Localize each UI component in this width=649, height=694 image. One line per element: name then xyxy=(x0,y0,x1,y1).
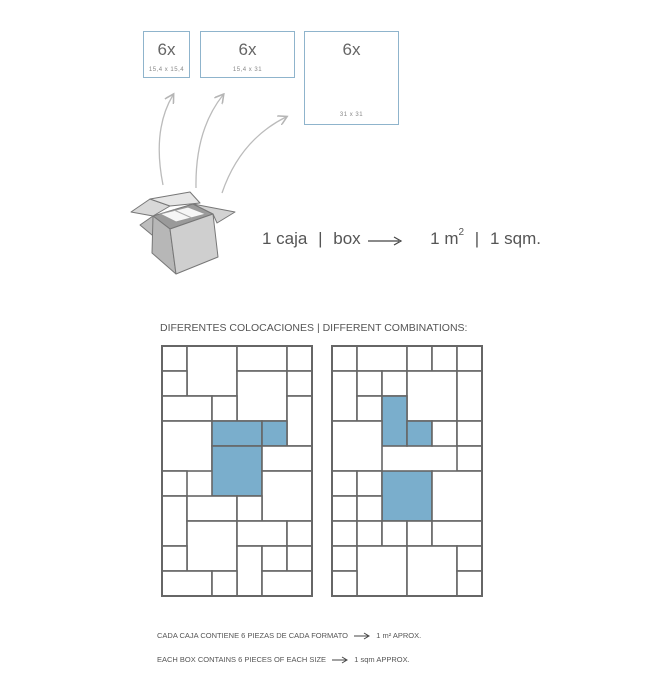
footnote-en-result: 1 sqm APPROX. xyxy=(354,655,410,664)
tile xyxy=(332,496,357,521)
tile xyxy=(187,346,237,396)
tile xyxy=(262,571,312,596)
tile xyxy=(407,346,432,371)
highlighted-tile xyxy=(212,421,262,446)
small-arrow-right-icon xyxy=(353,632,371,640)
footnote-en xyxy=(157,655,410,664)
tile xyxy=(407,546,457,596)
footnote-es xyxy=(157,631,421,640)
tile xyxy=(357,396,382,421)
tile xyxy=(332,346,357,371)
tile xyxy=(237,371,287,421)
tile xyxy=(287,346,312,371)
tile xyxy=(457,371,482,421)
tile xyxy=(332,371,357,421)
tile-size-label: 31 x 31 xyxy=(339,112,364,118)
tile xyxy=(457,446,482,471)
combinations-title: DIFERENTES COLOCACIONES | DIFFERENT COMBINATIONS: xyxy=(160,322,468,334)
tile xyxy=(332,521,357,546)
tile xyxy=(457,421,482,446)
tile xyxy=(162,396,212,421)
tile xyxy=(432,346,457,371)
tile xyxy=(357,471,382,496)
tile xyxy=(357,496,382,521)
tile xyxy=(432,421,457,446)
tile xyxy=(162,496,187,546)
tile xyxy=(187,521,237,571)
footnote-en-text: EACH BOX CONTAINS 6 PIECES OF EACH SIZE xyxy=(157,655,327,664)
tile xyxy=(237,521,287,546)
tile xyxy=(262,446,312,471)
tile xyxy=(287,546,312,571)
tile xyxy=(212,571,237,596)
formula-area: 1 m xyxy=(430,229,459,248)
tile xyxy=(287,396,312,446)
highlighted-tile xyxy=(212,446,262,496)
formula-area-exponent: 2 xyxy=(458,227,465,239)
tile xyxy=(237,496,262,521)
tile xyxy=(332,421,382,471)
tile xyxy=(162,571,212,596)
formula-sqm: 1 sqm. xyxy=(489,229,541,248)
formula-separator: | xyxy=(318,229,323,248)
tile xyxy=(237,346,287,371)
tile xyxy=(162,421,212,471)
tile xyxy=(457,346,482,371)
tile-quantity: 6x xyxy=(238,40,257,59)
tile xyxy=(357,371,382,396)
tile xyxy=(237,546,262,596)
tile xyxy=(162,346,187,371)
tile xyxy=(287,371,312,396)
tile xyxy=(212,396,237,421)
tile-quantity: 6x xyxy=(157,40,176,59)
tile xyxy=(432,471,482,521)
formula-separator: | xyxy=(474,229,480,248)
tile xyxy=(187,496,237,521)
tile xyxy=(457,571,482,596)
highlighted-tile xyxy=(382,396,407,446)
tile xyxy=(357,346,407,371)
tile xyxy=(287,521,312,546)
tile xyxy=(407,521,432,546)
tile xyxy=(332,471,357,496)
tile-quantity: 6x xyxy=(342,40,361,59)
tile xyxy=(357,521,382,546)
tile xyxy=(162,471,187,496)
small-arrow-right-icon xyxy=(331,656,349,664)
tile xyxy=(262,471,312,521)
footnote-es-text: CADA CAJA CONTIENE 6 PIEZAS DE CADA FORMATO xyxy=(157,631,349,640)
tile xyxy=(432,521,482,546)
tile xyxy=(357,546,407,596)
formula-box: box xyxy=(333,229,361,248)
tile xyxy=(332,571,357,596)
tile-size-label: 15,4 x 31 xyxy=(232,67,263,73)
tile xyxy=(332,546,357,571)
highlighted-tile xyxy=(382,471,432,521)
tile xyxy=(407,371,457,421)
tile xyxy=(162,371,187,396)
tile xyxy=(382,371,407,396)
combination-grid-1 xyxy=(162,346,312,596)
tile xyxy=(457,546,482,571)
tile xyxy=(162,546,187,571)
combination-grid-2 xyxy=(332,346,482,596)
highlighted-tile xyxy=(407,421,432,446)
highlighted-tile xyxy=(262,421,287,446)
tile xyxy=(382,521,407,546)
footnote-es-result: 1 m² APROX. xyxy=(376,631,422,640)
tile-size-label: 15,4 x 15,4 xyxy=(148,67,185,73)
formula-caja: 1 caja xyxy=(262,229,308,248)
tile xyxy=(262,546,287,571)
